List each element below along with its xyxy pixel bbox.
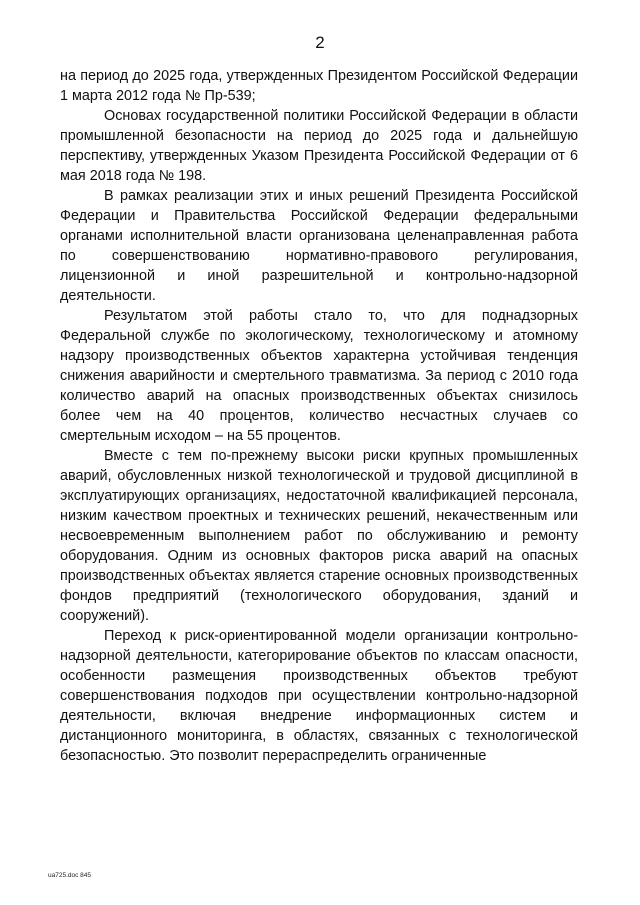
paragraph-risks: Вместе с тем по-прежнему высоки риски крупных промышленных аварий, обусловленных низкой технологической и трудовой дисциплиной в эксплуатирующих организациях, недостаточной квалификацией персонала, низким качеством проектных и технических решений, некачественным или несвоевременным выполнением работ по обслуживанию и ремонту оборудования. Одним из основных факторов риска аварий на опасных производственных объектах является старение основных производственных фондов предприятий (технологического оборудования, зданий и сооружений). [60,448,578,624]
page-number: 2 [315,33,325,52]
document-body [60,66,578,766]
paragraph-industrial-safety-basics: Основах государственной политики Российской Федерации в области промышленной безопасности на период до 2025 года и дальнейшую перспективу, утвержденных Указом Президента Российской Федерации от 6 мая 2018 года № 198. [60,108,578,184]
paragraph-risk-oriented-model: Переход к риск-ориентированной модели организации контрольно-надзорной деятельности, категорирование объектов по классам опасности, особенности размещения производственных объектов требуют совершенствования подходов при осуществлении контрольно-надзорной деятельности, включая внедрение информационных систем и дистанционного мониторинга, в областях, связанных с технологической безопасностью. Это позволит перераспределить ограниченные [60,628,578,764]
paragraph-implementation: В рамках реализации этих и иных решений Президента Российской Федерации и Правительства Российской Федерации федеральными органами исполнительной власти организована целенаправленная работа по совершенствованию нормативно-правового регулирования, лицензионной и иной разрешительной и контрольно-надзорной деятельности. [60,188,578,304]
paragraph-results: Результатом этой работы стало то, что для поднадзорных Федеральной службе по экологическому, технологическому и атомному надзору производственных объектов характерна устойчивая тенденция снижения аварийности и смертельного травматизма. За период с 2010 года количество аварий на опасных производственных объектах снизилось более чем на 40 процентов, количество несчастных случаев со смертельным исходом – на 55 процентов. [60,308,578,444]
footer-file-code: ua725.doc 845 [48,872,92,879]
paragraph-continuation: на период до 2025 года, утвержденных Президентом Российской Федерации 1 марта 2012 года № Пр-539; [60,68,578,104]
